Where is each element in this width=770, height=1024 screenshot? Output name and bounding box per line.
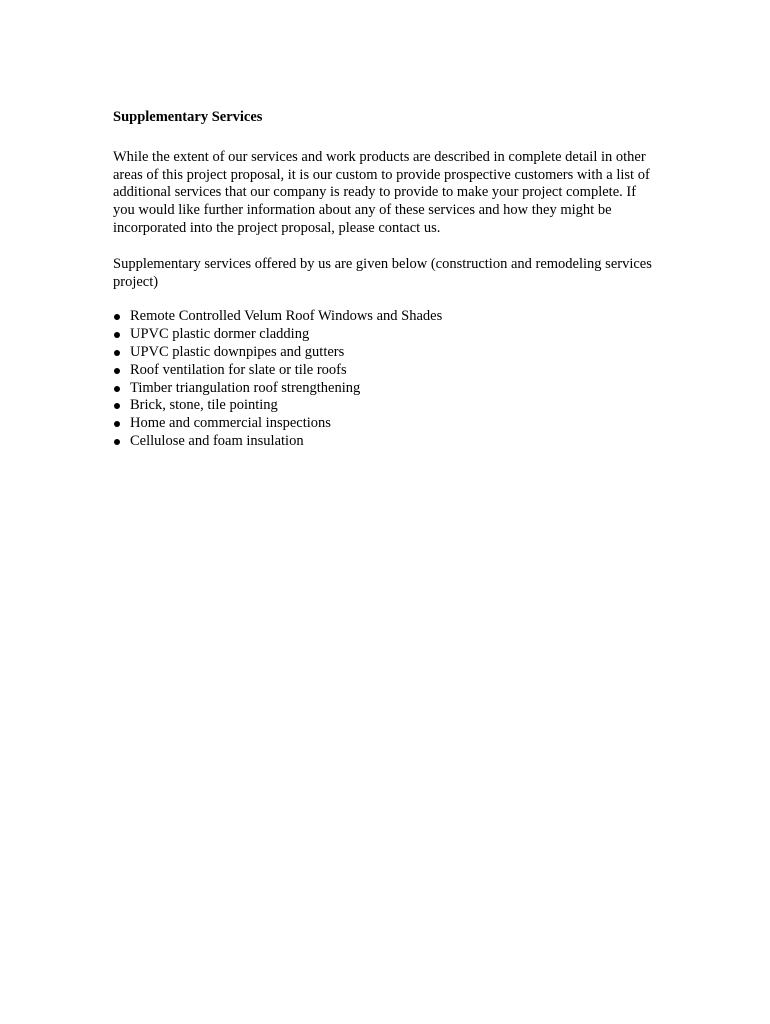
intro-paragraph: While the extent of our services and work products are described in complete detail in other areas of this project proposal, it is our custom to provide prospective customers with a list of additional services that our company is ready to provide to make your project complete. If you would like further information about any of these services and how they might be incorporated into the project proposal, please contact us. [113,148,650,236]
document-body [113,109,653,451]
services-intro-paragraph: Supplementary services offered by us are given below (construction and remodeling services project) [113,255,652,290]
list-item-text: Roof ventilation for slate or tile roofs [130,361,347,378]
bullet-icon [114,403,120,409]
list-item [113,415,653,433]
list-item [113,344,653,362]
list-item-text: Brick, stone, tile pointing [130,397,278,414]
list-item-text: Timber triangulation roof strengthening [130,379,361,396]
bullet-icon [114,439,120,445]
list-item-text: Home and commercial inspections [130,415,331,432]
list-item-text: UPVC plastic dormer cladding [130,326,310,343]
list-item-text: Cellulose and foam insulation [130,432,304,449]
bullet-icon [114,421,120,427]
bullet-icon [114,368,120,374]
bullet-icon [114,332,120,338]
list-item [113,380,653,398]
list-item [113,308,653,326]
list-item-text: UPVC plastic downpipes and gutters [130,343,345,360]
list-item [113,433,653,451]
section-heading: Supplementary Services [113,109,263,125]
bullet-icon [114,386,120,392]
list-item-text: Remote Controlled Velum Roof Windows and Shades [130,308,443,325]
list-item [113,397,653,415]
bullet-icon [114,350,120,356]
list-item [113,362,653,380]
services-list [113,308,653,450]
list-item [113,326,653,344]
bullet-icon [114,314,120,320]
